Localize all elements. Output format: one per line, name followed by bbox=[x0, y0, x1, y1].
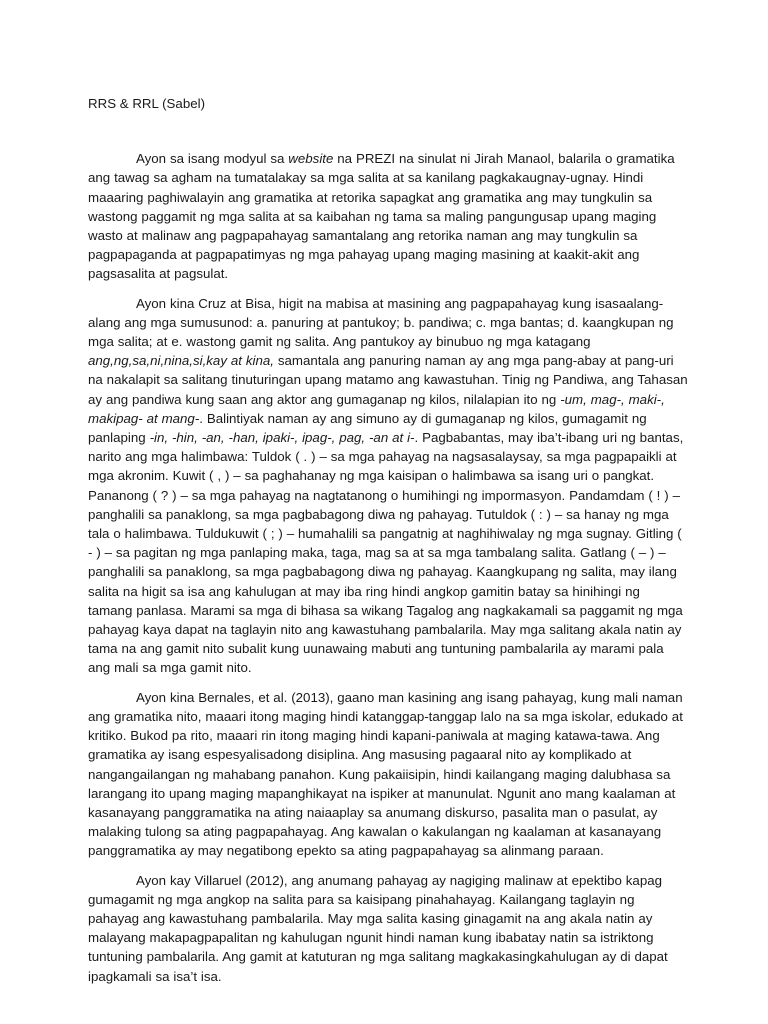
text-run: Ayon sa isang modyul sa bbox=[136, 151, 289, 167]
paragraph-2 bbox=[88, 294, 688, 678]
italic-run: website bbox=[288, 151, 334, 167]
text-run: Ayon kina Bernales, et al. (2013), gaano man kasining ang isang pahayag, kung mali naman ang gramatika nito, maaari itong maging hindi katanggap-tanggap lalo na sa mga iskolar, edukado at kritiko. Bukod pa rito, maaari rin itong maging hindi kapani-paniwala at maging katawa-tawa. Ang gramatika ay isang espesyalisadong disiplina. Ang masusing pagaaral nito ay komplikado at nangangailangan ng mahabang panahon. Kung pakaiisipin, hindi kailangang maging dalubhasa sa larangang ito upang maging mapanghikayat na ispiker at manunulat. Ngunit ano mang kaalaman at kasanayang panggramatika na ating naiaaplay sa anumang diskurso, pasalita man o pasulat, ay malaking tulong sa ating pagpapahayag. Ang kawalan o kakulangan ng kaalaman at kasanayang panggramatika ay may negatibong epekto sa ating pagpapahayag sa alinmang paraan. bbox=[88, 689, 683, 859]
paragraph-4 bbox=[88, 871, 688, 986]
paragraph-1 bbox=[88, 149, 688, 283]
document-title: RRS & RRL (Sabel) bbox=[88, 96, 205, 111]
text-run: Ayon kina Cruz at Bisa, higit na mabisa at masining ang pagpapahayag kung isasaalang-alang ang mga sumusunod: a. panuring at pantukoy; b. pandiwa; c. mga bantas; d. kaangkupan ng mga salita; at e. wastong gamit ng salita. Ang pantukoy ay binubuo ng mga katagang bbox=[88, 295, 674, 350]
text-run: Ayon kay Villaruel (2012), ang anumang pahayag ay nagiging malinaw at epektibo kapag gumagamit ng mga angkop na salita para sa kaisipang pinahahayag. Kailangang taglayin ng pahayag ang kawastuhang pambalarila. May mga salita kasing ginagamit na ang akala natin ay malayang makapagpapalitan ng kahulugan ngunit hindi naman kung ibabatay natin sa istriktong tuntuning pambalarila. Ang gamit at katuturan ng mga salitang magkakasingkahulugan ay di dapat ipagkamali sa isa’t isa. bbox=[88, 872, 668, 984]
text-run: . Balintiyak naman ay ang simuno ay di gumaganap ng kilos, gumagamit ng panlaping bbox=[88, 410, 647, 446]
text-run: na PREZI na sinulat ni Jirah Manaol, balarila o gramatika ang tawag sa agham na tumatalakay sa mga salita at sa kanilang pagkakaugnay-ugnay. Hindi maaaring paghiwalayin ang gramatika at retorika sapagkat ang gramatika ang may tungkulin sa wastong paggamit ng mga salita at sa kaibahan ng tama sa maling pangungusap upang maging wasto at malinaw ang pagpapahayag samantalang ang retorika naman ang may tungkulin sa pagpapaganda at pagpapatimyas ng mga pahayag upang maging masining at kaakit-akit ang pagsasalita at pagsulat. bbox=[88, 151, 675, 282]
paragraph-3 bbox=[88, 688, 688, 861]
text-run: . Pagbabantas, may iba’t-ibang uri ng bantas, narito ang mga halimbawa: Tuldok ( . ) – sa mga pahayag na nagsasalaysay, sa mga pagpapaikli at mga akronim. Kuwit ( , ) – sa paghahanay ng mga kaisipan o halimbawa sa isang uri o pangkat. Pananong ( ? ) – sa mga pahayag na nagtatanong o humihingi ng impormasyon. Pandamdam ( ! ) – panghalili sa panaklong, sa mga pagbabagong diwa ng pahayag. Tutuldok ( : ) – sa hanay ng mga tala o halimbawa. Tuldukuwit ( ; ) – humahalili sa pangatnig at naghihiwalay ng mga sugnay. Gitling ( - ) – sa pagitan ng mga panlaping maka, taga, mag sa at sa mga tambalang salita. Gatlang ( – ) – panghalili sa panaklong, sa mga pagbabagong diwa ng pahayag. Kaangkupang ng salita, may ilang salita na higit sa isa ang kahulugan at may iba ring hindi angkop gamitin batay sa hinihingi ng tamang panlasa. Marami sa mga di bihasa sa wikang Tagalog ang nagkakamali sa paggamit ng mga pahayag kaya dapat na taglayin nito ang kawastuhang pambalarila. May mga salitang akala natin ay tama na ang gamit nito subalit kung uunawaing mabuti ang tuntuning pambalarila ay marami pala ang mali sa mga gamit nito. bbox=[88, 430, 684, 676]
text-run: samantala ang panuring naman ay ang mga pang-abay at pang-uri na nakalapit sa salitang tinuturingan upang matamo ang kawastuhan. Tinig ng Pandiwa, ang Tahasan ay ang pandiwa kung saan ang aktor ang gumaganap ng kilos, nilalapian ito ng bbox=[88, 353, 688, 407]
italic-run: -um, mag-, maki-, makipag- at mang- bbox=[88, 391, 665, 426]
document-body bbox=[88, 149, 688, 986]
italic-run: -in, -hin, -an, -han, ipaki-, ipag-, pag, -an at i- bbox=[149, 430, 415, 446]
italic-run: ang,ng,sa,ni,nina,si,kay at kina, bbox=[88, 353, 274, 369]
